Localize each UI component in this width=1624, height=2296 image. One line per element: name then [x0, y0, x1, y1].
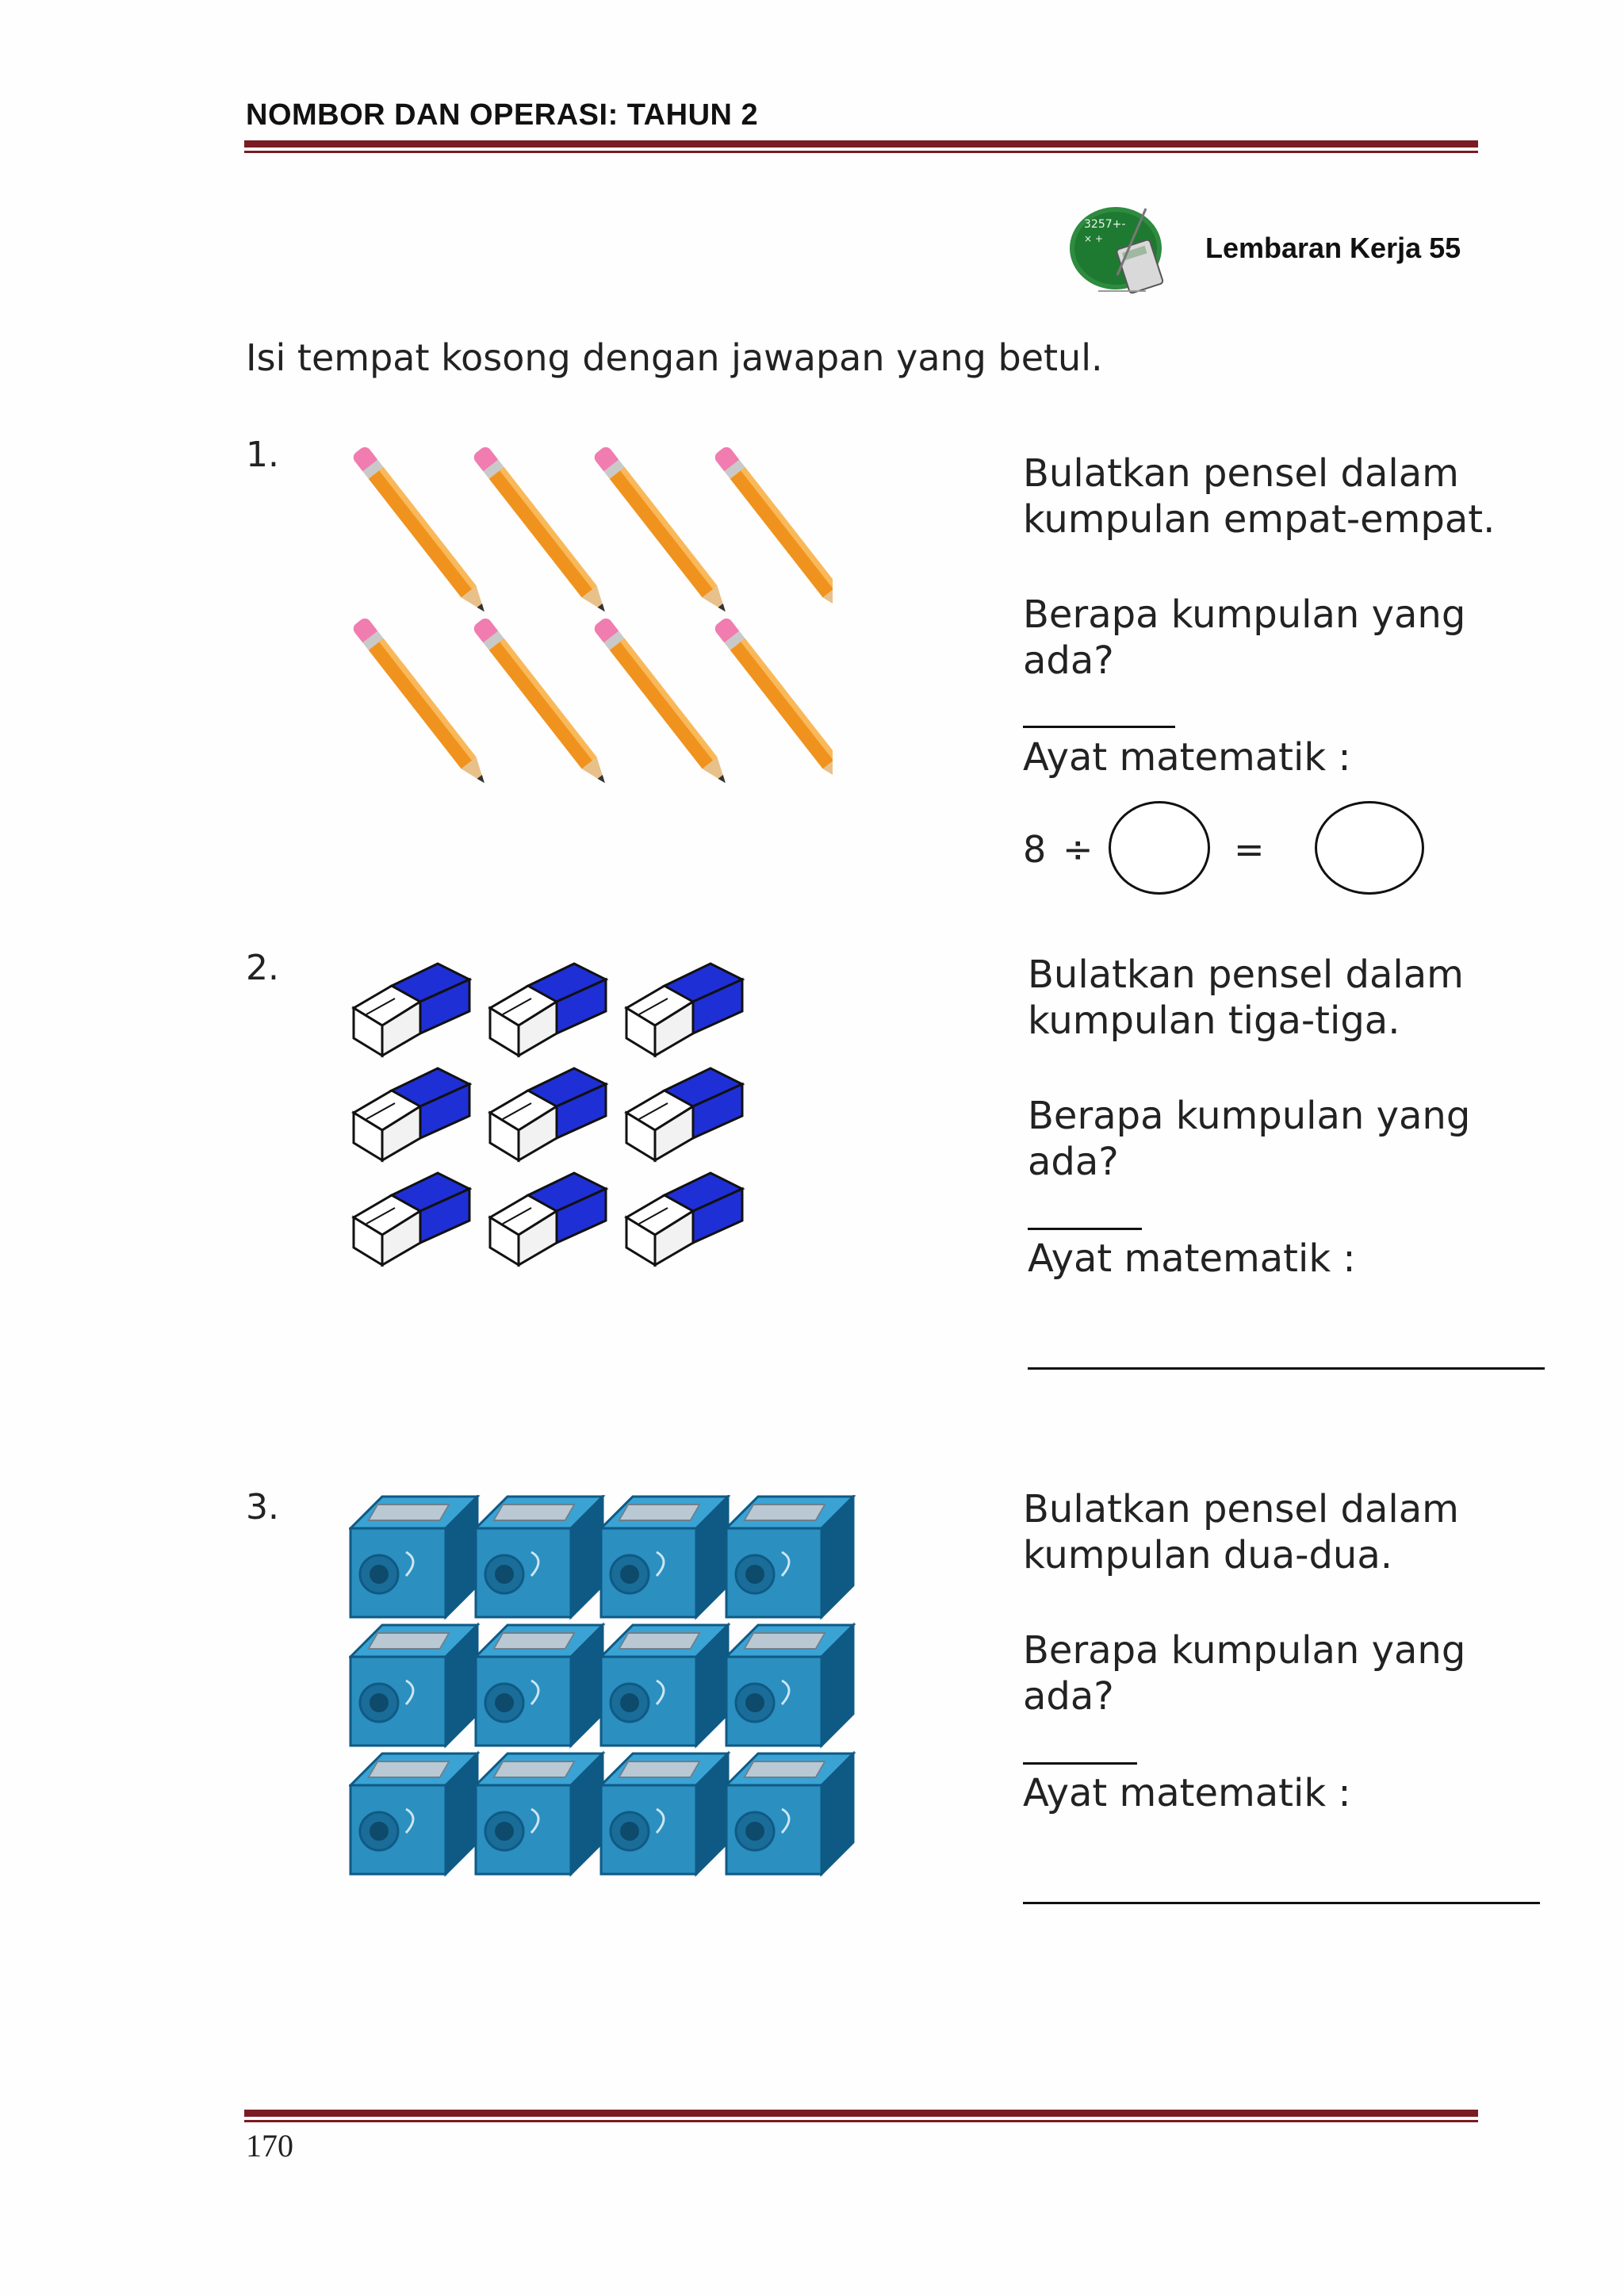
pencil [713, 616, 833, 789]
eraser [354, 1068, 469, 1160]
question-3-q1: Berapa kumpulan yang [1023, 1628, 1466, 1673]
question-2-q2: ada? [1028, 1140, 1119, 1184]
sharpener-group [349, 1495, 864, 1892]
sharpener [726, 1625, 853, 1746]
pencil [713, 445, 833, 618]
worksheet-label: Lembaran Kerja 55 [1205, 232, 1461, 264]
sharpener [476, 1625, 603, 1746]
eraser [626, 1173, 742, 1265]
question-2-line2: kumpulan tiga-tiga. [1028, 999, 1400, 1043]
instruction-text: Isi tempat kosong dengan jawapan yang betul. [246, 336, 1103, 379]
eraser-group [349, 956, 761, 1273]
question-2-line1: Bulatkan pensel dalam [1028, 953, 1464, 997]
question-1-q1: Berapa kumpulan yang [1023, 592, 1466, 637]
question-2-sentence-label: Ayat matematik : [1028, 1236, 1356, 1281]
eraser [626, 964, 742, 1056]
eraser [626, 1068, 742, 1160]
footer-rule [244, 2110, 1478, 2117]
eraser [490, 1173, 606, 1265]
header-rule-thin [244, 151, 1478, 153]
pencil [472, 445, 613, 618]
pencil [472, 616, 613, 789]
eraser [490, 964, 606, 1056]
question-3-sentence-label: Ayat matematik : [1023, 1771, 1351, 1815]
question-3-sentence-blank[interactable] [1023, 1902, 1540, 1904]
sharpener [601, 1497, 728, 1617]
question-2-q1: Berapa kumpulan yang [1028, 1094, 1471, 1138]
question-1-number: 1. [246, 435, 279, 475]
equation-dividend: 8 [1023, 828, 1047, 871]
chalkboard-calculator-icon [1067, 202, 1178, 297]
question-1-line2: kumpulan empat-empat. [1023, 497, 1496, 542]
pencil [592, 616, 733, 789]
header-title: NOMBOR DAN OPERASI: TAHUN 2 [246, 98, 759, 132]
question-3-line1: Bulatkan pensel dalam [1023, 1487, 1459, 1531]
question-1-sentence-label: Ayat matematik : [1023, 735, 1351, 780]
page-number: 170 [246, 2128, 293, 2164]
pencil [592, 445, 733, 618]
sharpener [350, 1754, 477, 1874]
question-2-number: 2. [246, 948, 279, 988]
divisor-answer-oval[interactable] [1109, 801, 1210, 895]
sharpener [350, 1497, 477, 1617]
pencil [351, 616, 492, 789]
question-1-q2: ada? [1023, 638, 1114, 683]
question-3-line2: kumpulan dua-dua. [1023, 1533, 1393, 1577]
question-3-answer-blank[interactable] [1023, 1762, 1137, 1765]
sharpener [476, 1754, 603, 1874]
question-3-number: 3. [246, 1487, 279, 1527]
question-1-line1: Bulatkan pensel dalam [1023, 451, 1459, 496]
eraser [490, 1068, 606, 1160]
sharpener [726, 1497, 853, 1617]
sharpener [601, 1754, 728, 1874]
question-2-answer-blank[interactable] [1028, 1228, 1142, 1230]
sharpener [350, 1625, 477, 1746]
pencil-group [349, 444, 833, 793]
sharpener [476, 1497, 603, 1617]
svg-text:× +: × + [1084, 233, 1103, 244]
header-rule [244, 140, 1478, 148]
eraser [354, 1173, 469, 1265]
footer-rule-thin [244, 2120, 1478, 2122]
equation-divide-sign: ÷ [1063, 828, 1094, 871]
quotient-answer-oval[interactable] [1315, 801, 1424, 895]
question-3-q2: ada? [1023, 1674, 1114, 1719]
pencil [351, 445, 492, 618]
eraser [354, 964, 469, 1056]
equation-equals-sign: = [1234, 828, 1265, 871]
chalkboard-text: 3257+- [1084, 218, 1126, 231]
question-1-answer-blank[interactable] [1023, 726, 1175, 728]
sharpener [726, 1754, 853, 1874]
sharpener [601, 1625, 728, 1746]
question-2-sentence-blank[interactable] [1028, 1367, 1545, 1370]
